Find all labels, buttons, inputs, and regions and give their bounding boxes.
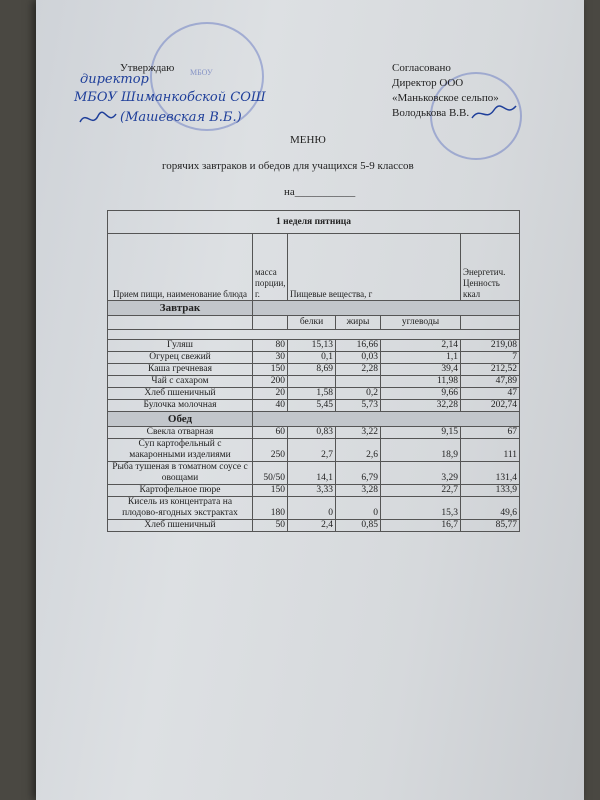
cell-fat: 16,66 <box>336 340 381 352</box>
sub-carbs: углеводы <box>381 316 461 330</box>
week-title: 1 неделя пятница <box>108 211 520 234</box>
cell-protein <box>288 376 336 388</box>
cell-protein: 3,33 <box>288 485 336 497</box>
cell-protein: 2,7 <box>288 439 336 462</box>
cell-protein: 15,13 <box>288 340 336 352</box>
cell-mass: 30 <box>253 352 288 364</box>
cell-carbs: 32,28 <box>381 400 461 412</box>
cell-protein: 0,1 <box>288 352 336 364</box>
cell-energy: 49,6 <box>461 497 520 520</box>
cell-carbs: 39,4 <box>381 364 461 376</box>
table-row <box>108 439 520 462</box>
lunch-label: Обед <box>108 412 253 427</box>
table-row <box>108 376 520 388</box>
cell-mass: 50/50 <box>253 462 288 485</box>
cell-carbs: 11,98 <box>381 376 461 388</box>
cell-protein: 8,69 <box>288 364 336 376</box>
signature-line-3: (Машевская В.Б.) <box>120 110 242 125</box>
cell-carbs: 3,29 <box>381 462 461 485</box>
table-row <box>108 340 520 352</box>
table-row <box>108 520 520 532</box>
signature-scribble <box>78 108 118 130</box>
menu-date: на___________ <box>284 186 356 198</box>
cell-fat: 0 <box>336 497 381 520</box>
approved-label: Утверждаю <box>120 62 175 74</box>
cell-name: Хлеб пшеничный <box>108 388 253 400</box>
sub-fat: жиры <box>336 316 381 330</box>
cell-name: Огурец свежий <box>108 352 253 364</box>
cell-fat: 3,22 <box>336 427 381 439</box>
menu-title: МЕНЮ <box>290 134 326 146</box>
cell-fat: 0,03 <box>336 352 381 364</box>
cell-energy: 202,74 <box>461 400 520 412</box>
cell-fat: 5,73 <box>336 400 381 412</box>
signature-line-1: директор <box>80 72 149 87</box>
director-name: Володькова В.В. <box>392 107 470 119</box>
cell-carbs: 16,7 <box>381 520 461 532</box>
cell-mass: 50 <box>253 520 288 532</box>
table-row <box>108 462 520 485</box>
cell-carbs: 15,3 <box>381 497 461 520</box>
cell-carbs: 18,9 <box>381 439 461 462</box>
cell-energy: 67 <box>461 427 520 439</box>
cell-protein: 0,83 <box>288 427 336 439</box>
cell-mass: 40 <box>253 400 288 412</box>
cell-energy: 133,9 <box>461 485 520 497</box>
breakfast-section-row <box>108 301 520 316</box>
cell-fat <box>336 376 381 388</box>
col-energy-header: Энергетич. Ценность ккал <box>461 234 520 301</box>
cell-name: Рыба тушеная в томатном соусе с овощами <box>108 462 253 485</box>
lunch-rows <box>108 427 520 532</box>
cell-protein: 5,45 <box>288 400 336 412</box>
cell-name: Картофельное пюре <box>108 485 253 497</box>
cell-fat: 2,6 <box>336 439 381 462</box>
cell-name: Кисель из концентрата на плодово-ягодных экстрактах <box>108 497 253 520</box>
cell-carbs: 9,15 <box>381 427 461 439</box>
cell-energy: 7 <box>461 352 520 364</box>
cell-mass: 80 <box>253 340 288 352</box>
cell-carbs: 9,66 <box>381 388 461 400</box>
cell-name: Суп картофельный с макаронными изделиями <box>108 439 253 462</box>
cell-name: Гуляш <box>108 340 253 352</box>
cell-energy: 47 <box>461 388 520 400</box>
cell-mass: 180 <box>253 497 288 520</box>
table-row <box>108 497 520 520</box>
director-signature <box>470 102 518 124</box>
week-title-row <box>108 211 520 234</box>
cell-fat: 0,85 <box>336 520 381 532</box>
table-row <box>108 364 520 376</box>
menu-table <box>107 210 520 532</box>
col-meal-header: Прием пищи, наименование блюда <box>108 234 253 301</box>
cell-fat: 0,2 <box>336 388 381 400</box>
cell-energy: 85,77 <box>461 520 520 532</box>
director-company-label: Директор ООО <box>392 77 464 89</box>
cell-mass: 60 <box>253 427 288 439</box>
table-row <box>108 352 520 364</box>
cell-carbs: 2,14 <box>381 340 461 352</box>
table-row <box>108 388 520 400</box>
breakfast-label: Завтрак <box>108 301 253 316</box>
cell-carbs: 1,1 <box>381 352 461 364</box>
cell-protein: 0 <box>288 497 336 520</box>
cell-fat: 6,79 <box>336 462 381 485</box>
cell-energy: 219,08 <box>461 340 520 352</box>
sub-protein: белки <box>288 316 336 330</box>
cell-name: Булочка молочная <box>108 400 253 412</box>
signature-line-2: МБОУ Шиманкобской СОШ <box>74 90 266 105</box>
cell-mass: 150 <box>253 485 288 497</box>
lunch-section-row <box>108 412 520 427</box>
cell-carbs: 22,7 <box>381 485 461 497</box>
menu-subtitle: горячих завтраков и обедов для учащихся 5-9 классов <box>162 160 414 172</box>
cell-energy: 131,4 <box>461 462 520 485</box>
cell-name: Чай с сахаром <box>108 376 253 388</box>
cell-mass: 250 <box>253 439 288 462</box>
stamp-label: МБОУ <box>190 68 213 77</box>
cell-protein: 1,58 <box>288 388 336 400</box>
cell-mass: 150 <box>253 364 288 376</box>
company-name: «Маньковское сельпо» <box>392 92 499 104</box>
breakfast-rows <box>108 340 520 412</box>
cell-protein: 14,1 <box>288 462 336 485</box>
cell-fat: 3,28 <box>336 485 381 497</box>
spacer-row <box>108 330 520 340</box>
table-row <box>108 485 520 497</box>
col-nutrients-header: Пищевые вещества, г <box>288 234 461 301</box>
cell-name: Свекла отварная <box>108 427 253 439</box>
agreed-label: Согласовано <box>392 62 451 74</box>
col-mass-header: масса порции, г. <box>253 234 288 301</box>
cell-name: Каша гречневая <box>108 364 253 376</box>
cell-mass: 20 <box>253 388 288 400</box>
cell-mass: 200 <box>253 376 288 388</box>
cell-protein: 2,4 <box>288 520 336 532</box>
cell-energy: 111 <box>461 439 520 462</box>
header-row <box>108 234 520 301</box>
cell-fat: 2,28 <box>336 364 381 376</box>
table-row <box>108 427 520 439</box>
cell-energy: 212,52 <box>461 364 520 376</box>
nutrient-subheader-row <box>108 316 520 330</box>
cell-name: Хлеб пшеничный <box>108 520 253 532</box>
table-row <box>108 400 520 412</box>
cell-energy: 47,89 <box>461 376 520 388</box>
